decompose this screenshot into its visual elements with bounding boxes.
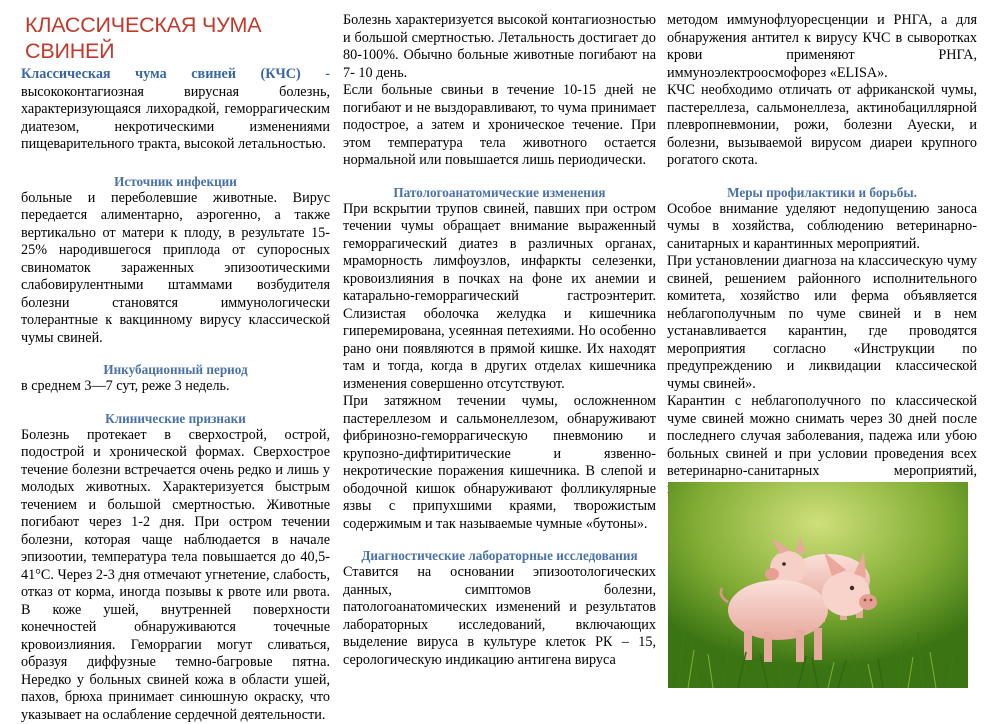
prevention-paragraph-2: При установлении диагноза на классическую чуму свиней, решением районного исполнительного комитета, хозяйство или ферма объявляется неблагополучным по чуме свиней и в нем устанавливается карантин, где проводятся мероприятия согласно «Инструкции по предупреждению и ликвидации классической чумы свиней». [667,253,977,393]
heading-prevention: Меры профилактики и борьбы. [667,184,977,201]
mortality-paragraph: Болезнь характеризуется высокой контагиозностью и большой смертностью. Летальность достигает до 80-100%. Обычно больные животные погибают на 7- 10 день. [343,12,656,82]
pathology-paragraph-2: При затяжном течении чумы, осложненном пастереллезом и сальмонеллезом, обнаруживают фибринозно-геморрагическую пневмонию и крупозно-дифтиритические и язвенно-некротические поражения кишечника. В слепой и ободочной кишок обнаруживают фолликулярные язвы с припухшими краями, творожистым содержимым и так называемые чумные «бутоны». [343,393,656,533]
column-1 [21,12,330,724]
page-title: КЛАССИЧЕСКАЯ ЧУМА СВИНЕЙ [25,12,330,64]
heading-infection-source: Источник инфекции [21,173,330,190]
heading-incubation: Инкубационный период [21,361,330,378]
diagnostics-paragraph: Ставится на основании эпизоотологических данных, симптомов болезни, патологоанатомических изменений и результатов лабораторных исследований, включающих выделение вируса в культуре клеток РК – 15, серологическую индикацию антигена вируса [343,564,656,669]
pathology-paragraph-1: При вскрытии трупов свиней, павших при остром течении чумы обращает внимание выраженный геморрагический диатез в различных органах, мраморность лимфоузлов, инфаркты селезенки, кровоизлияния в почках на фоне их анемии и катарально-геморрагический гастроэнтерит. Слизистая оболочка желудка и кишечника гиперемирована, усеянная петехиями. Но особенно рано они появляются в прямой кишке. Их находят там и тогда, когда в других отделах кишечника изменения совершенно отсутствуют. [343,201,656,394]
subacute-paragraph: Если больные свиньи в течение 10-15 дней не погибают и не выздоравливают, то чума принимает подострое, а затем и хроническое течение. При этом температура тела животного остается нормальной или повышается лишь периодически. [343,82,656,170]
piglets-illustration [668,482,968,688]
heading-pathology: Патологоанатомические изменения [343,184,656,201]
incubation-text: в среднем 3—7 сут, реже 3 недель. [21,378,330,396]
differential-diagnosis: КЧС необходимо отличать от африканской чумы, пастереллеза, сальмонеллеза, актинобациллярной плевропневмонии, рожи, болезни Ауески, и болезни, вызываемой вирусом диареи крупного рогатого скота. [667,82,977,170]
quarantine-paragraph: Карантин с неблагополучного по классической чуме свиней можно снимать через 30 дней после последнего случая заболевания, падежа или убою больных свиней и при условии проведения всех ветеринарно-санитарных мероприятий, [667,393,977,498]
heading-diagnostics: Диагностические лабораторные исследования [343,547,656,564]
infection-source-text: больные и переболевшие животные. Вирус передается алиментарно, аэрогенно, а также вертикально от матери к плоду, в результате 15-25% народившегося приплода от супоросных свиноматок зараженных эпизоотическими слабовирулентными штаммами возбудителя болезни становятся иммунологически толерантные к вакцинному вирусу классической чумы свиней. [21,190,330,348]
intro-paragraph [21,66,330,154]
intro-text: высококонтагиозная вирусная болезнь, характеризующаяся лихорадкой, геморрагическим диатезом, некротическими изменениями пищеварительного тракта, высокой летальностью. [21,84,330,153]
heading-clinical-signs: Клинические признаки [21,410,330,427]
diagnostics-continued: методом иммунофлуоресценции и РНГА, а для обнаружения антител к вирусу КЧС в сыворотках крови применяют РНГА, иммуноэлектроосмофорез «ELISA». [667,12,977,82]
column-2 [343,12,656,669]
clinical-signs-text: Болезнь протекает в сверхострой, острой, подострой и хронической формах. Сверхострое течение болезни встречается очень редко и лишь у молодых животных. Характеризуется быстрым течением и большой смертностью. Животные погибают через 1-2 дня. При остром течении болезни, которая чаще наблюдается в начале эпизоотии, температура тела повышается до 40,5-41°С. Через 2-3 дня отмечают угнетение, слабость, отказ от корма, иногда позывы к рвоте или рвота. В коже ушей, внутренней поверхности конечностей обнаруживаются точечные кровоизлияния. Геморрагии могут сливаться, образуя диффузные темно-багровые пятна. Нередко у больных свиней кожа в области ушей, пахов, брюха принимает синюшную окраску, что указывает на ослабление сердечной деятельности. [21,427,330,724]
column-3 [667,12,977,498]
piglets-photo [668,482,968,688]
prevention-paragraph-1: Особое внимание уделяют недопущению заноса чумы в хозяйства, соблюдению ветеринарно-санитарных и карантинных мероприятий. [667,201,977,254]
intro-lead: Классическая чума свиней (КЧС) - [21,66,330,82]
